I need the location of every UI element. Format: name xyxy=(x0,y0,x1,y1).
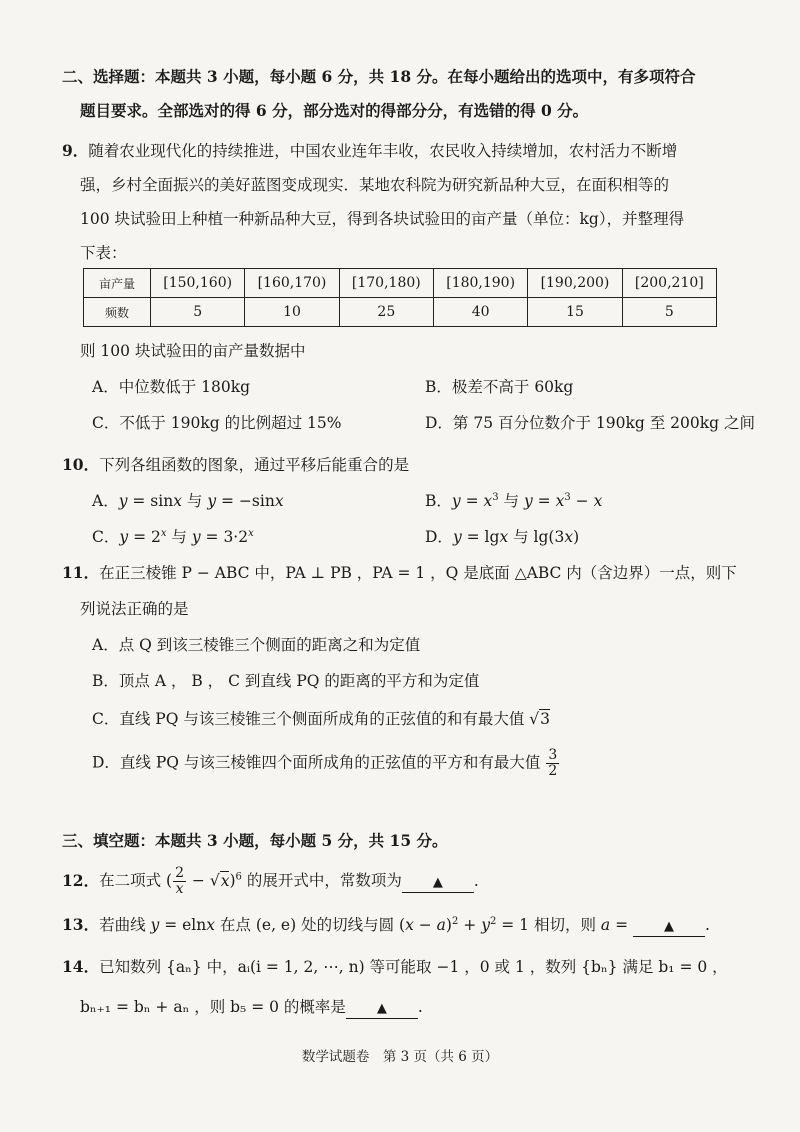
table-cell: 5 xyxy=(151,298,245,327)
table-cell: [180,190) xyxy=(433,269,527,298)
q9-line3: 100 块试验田上种植一种新品种大豆，得到各块试验田的亩产量（单位：kg），并整理得 xyxy=(80,210,685,228)
q12-number: 12． xyxy=(62,870,100,890)
table-cell: 15 xyxy=(528,298,622,327)
table-cell: [170,180) xyxy=(339,269,433,298)
q11-option-d: D．直线 PQ 与该三棱锥四个面所成角的正弦值的平方和有最大值 $\frac{3}{2}$ xyxy=(92,747,558,779)
q10-stem: 下列各组函数的图象，通过平移后能重合的是 xyxy=(99,456,410,474)
q14-number: 14． xyxy=(62,957,100,976)
table-header-frequency: 频数 xyxy=(84,298,151,327)
q11-option-b: B．顶点 A ， B ， C 到直线 PQ 的距离的平方和为定值 xyxy=(92,672,480,690)
q13-line: 13．若曲线 y = elnx 在点 (e, e) 处的切线与圆 $(x - a)^2 + y^2 = 1$ 相切，则 a = ▲ . xyxy=(62,914,710,937)
q9-stem-end: 则 100 块试验田的亩产量数据中 xyxy=(80,342,306,360)
q9-option-b: B．极差不高于 60kg xyxy=(425,378,574,396)
page-footer: 数学试题卷 第 3 页（共 6 页） xyxy=(301,1049,499,1065)
fraction: $\frac{2}{x}$ xyxy=(175,865,184,897)
table-header-yield: 亩产量 xyxy=(84,269,151,298)
q11-line2: 列说法正确的是 xyxy=(80,600,189,618)
q13-number: 13． xyxy=(62,915,100,934)
table-cell: 10 xyxy=(245,298,339,327)
q10-option-d: D．y = lgx 与 lg(3x) xyxy=(425,528,580,546)
q14-line1 xyxy=(62,956,728,978)
answer-blank[interactable]: ▲ xyxy=(633,918,705,937)
q11-option-c: C．直线 PQ 与该三棱锥三个侧面所成角的正弦值的和有最大值 √3 xyxy=(92,710,551,728)
section2-heading-line1: 二、选择题：本题共 3 小题，每小题 6 分，共 18 分。在每小题给出的选项中，有多项符合 xyxy=(62,67,696,86)
q10-option-a: A．y = sinx 与 y = −sinx xyxy=(92,492,284,510)
q9-number: 9． xyxy=(62,141,89,160)
table-cell: [160,170) xyxy=(245,269,339,298)
section2-heading-line2: 题目要求。全部选对的得 6 分，部分选对的得部分分，有选错的得 0 分。 xyxy=(80,101,589,120)
table-row xyxy=(84,298,717,327)
table-cell: 40 xyxy=(433,298,527,327)
table-cell: 5 xyxy=(622,298,716,327)
q11-number: 11． xyxy=(62,563,100,582)
q9-text-1: 随着农业现代化的持续推进，中国农业连年丰收，农民收入持续增加，农村活力不断增 xyxy=(88,142,678,160)
q14-line2: bₙ₊₁ = bₙ + aₙ ，则 b₅ = 0 的概率是 ▲ . xyxy=(80,996,423,1019)
table-cell: [200,210] xyxy=(622,269,716,298)
table-cell: 25 xyxy=(339,298,433,327)
table-cell: [190,200) xyxy=(528,269,622,298)
q12-line: 12．在二项式 ( $\frac{2}{x}$ − √x)$^6$ 的展开式中，常数项为 ▲ ． xyxy=(62,865,490,897)
yield-table xyxy=(83,268,717,327)
table-cell: [150,160) xyxy=(151,269,245,298)
fraction: $\frac{3}{2}$ xyxy=(548,747,558,779)
q9-option-d: D．第 75 百分位数介于 190kg 至 200kg 之间 xyxy=(425,414,756,432)
q11-text-1: 在正三棱锥 P − ABC 中，PA ⊥ PB ，PA = 1 ，Q 是底面 △ABC 内（含边界）一点，则下 xyxy=(99,564,737,582)
q11-option-a: A．点 Q 到该三棱锥三个侧面的距离之和为定值 xyxy=(92,636,421,654)
section3-heading: 三、填空题：本题共 3 小题，每小题 5 分，共 15 分。 xyxy=(62,831,448,850)
q9-line1 xyxy=(62,140,677,162)
q10-stem-line xyxy=(62,454,409,476)
q14-text-1: 已知数列 {aₙ} 中，aᵢ(i = 1, 2, ⋯, n) 等可能取 −1 ，0 或 1 ，数列 {bₙ} 满足 b₁ = 0 ， xyxy=(99,958,728,976)
q11-line1 xyxy=(62,562,737,584)
table-row xyxy=(84,269,717,298)
q10-option-c: C．$y = 2^x$ 与 $y = 3\cdot 2^x$ xyxy=(92,527,254,546)
answer-blank[interactable]: ▲ xyxy=(402,874,474,893)
q10-option-b: B．$y = x^3$ 与 $y = x^3 - x$ xyxy=(425,491,603,510)
q9-option-a: A．中位数低于 180kg xyxy=(92,378,251,396)
q10-number: 10． xyxy=(62,455,100,474)
q9-option-c: C．不低于 190kg 的比例超过 15% xyxy=(92,414,342,432)
q9-line2: 强，乡村全面振兴的美好蓝图变成现实．某地农科院为研究新品种大豆，在面积相等的 xyxy=(80,176,670,194)
answer-blank[interactable]: ▲ xyxy=(346,1000,418,1019)
q9-line4: 下表： xyxy=(80,244,127,262)
